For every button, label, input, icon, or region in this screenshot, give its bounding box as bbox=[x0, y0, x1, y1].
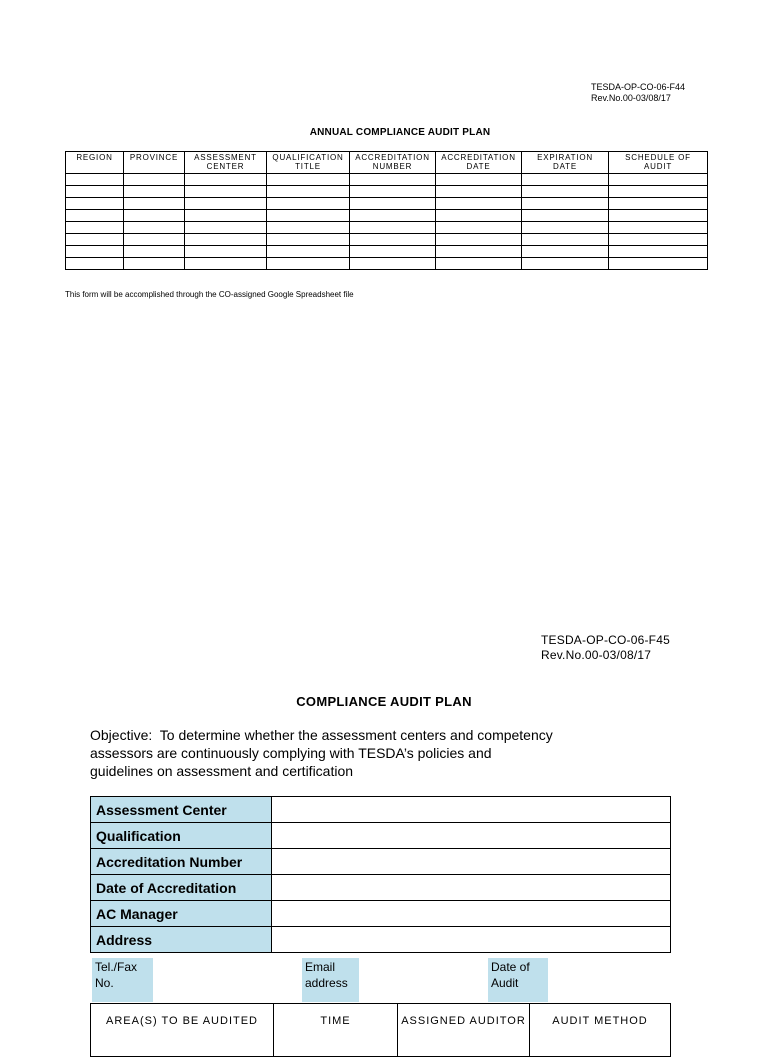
spreadsheet-note: This form will be accomplished through the CO-assigned Google Spreadsheet file bbox=[65, 290, 354, 299]
form-code: TESDA-OP-CO-06-F44 bbox=[591, 82, 686, 92]
tel-fax-label: Tel./Fax No. bbox=[92, 958, 153, 1002]
annual-audit-plan-title: ANNUAL COMPLIANCE AUDIT PLAN bbox=[309, 127, 491, 138]
table-cell[interactable] bbox=[350, 210, 436, 222]
info-label: Assessment Center bbox=[91, 797, 272, 823]
table-body bbox=[66, 174, 708, 270]
table-row bbox=[66, 174, 708, 186]
info-row bbox=[91, 849, 671, 875]
table-cell[interactable] bbox=[185, 222, 267, 234]
table-cell[interactable] bbox=[267, 234, 350, 246]
form-code-f44 bbox=[591, 82, 685, 104]
table-cell[interactable] bbox=[609, 234, 708, 246]
table-cell[interactable] bbox=[522, 246, 609, 258]
table-cell[interactable] bbox=[185, 246, 267, 258]
objective-line: guidelines on assessment and certification bbox=[90, 763, 354, 779]
table-row bbox=[66, 210, 708, 222]
table-cell[interactable] bbox=[350, 258, 436, 270]
table-cell[interactable] bbox=[436, 222, 522, 234]
table-cell[interactable] bbox=[436, 198, 522, 210]
info-value-field[interactable] bbox=[272, 875, 671, 901]
column-header: ASSESSMENT CENTER bbox=[185, 152, 267, 174]
table-row bbox=[66, 222, 708, 234]
objective-line: Objective: To determine whether the assessment centers and competency bbox=[90, 727, 553, 743]
table-cell[interactable] bbox=[522, 210, 609, 222]
column-header: QUALIFICATION TITLE bbox=[267, 152, 350, 174]
table-cell[interactable] bbox=[609, 210, 708, 222]
column-header: EXPIRATION DATE bbox=[522, 152, 609, 174]
date-of-audit-label: Date of Audit bbox=[488, 958, 548, 1002]
table-cell[interactable] bbox=[66, 198, 124, 210]
table-cell[interactable] bbox=[124, 186, 185, 198]
table-cell[interactable] bbox=[350, 186, 436, 198]
table-cell[interactable] bbox=[522, 186, 609, 198]
info-label: Accreditation Number bbox=[91, 849, 272, 875]
table-cell[interactable] bbox=[185, 174, 267, 186]
audit-schedule-table bbox=[90, 1003, 671, 1057]
table-cell[interactable] bbox=[66, 210, 124, 222]
revision-number: Rev.No.00-03/08/17 bbox=[541, 648, 652, 662]
table-cell[interactable] bbox=[267, 246, 350, 258]
table-cell[interactable] bbox=[350, 234, 436, 246]
column-header: ACCREDITATION NUMBER bbox=[350, 152, 436, 174]
info-row bbox=[91, 901, 671, 927]
annual-audit-plan-table bbox=[65, 151, 708, 270]
time-header: TIME bbox=[274, 1004, 398, 1057]
table-cell[interactable] bbox=[185, 234, 267, 246]
table-cell[interactable] bbox=[124, 174, 185, 186]
column-header: SCHEDULE OF AUDIT bbox=[609, 152, 708, 174]
column-header: ACCREDITATION DATE bbox=[436, 152, 522, 174]
info-label: AC Manager bbox=[91, 901, 272, 927]
objective-line: assessors are continuously complying with TESDA’s policies and bbox=[90, 745, 492, 761]
info-value-field[interactable] bbox=[272, 797, 671, 823]
table-cell[interactable] bbox=[124, 222, 185, 234]
info-value-field[interactable] bbox=[272, 823, 671, 849]
table-cell[interactable] bbox=[185, 258, 267, 270]
assigned-auditor-header: ASSIGNED AUDITOR bbox=[398, 1004, 530, 1057]
objective-text bbox=[90, 726, 650, 780]
info-row bbox=[91, 927, 671, 953]
table-cell[interactable] bbox=[609, 222, 708, 234]
table-row bbox=[66, 198, 708, 210]
areas-header: AREA(S) TO BE AUDITED bbox=[91, 1004, 274, 1057]
table-cell[interactable] bbox=[436, 174, 522, 186]
table-cell[interactable] bbox=[436, 234, 522, 246]
table-cell[interactable] bbox=[66, 246, 124, 258]
table-cell[interactable] bbox=[185, 210, 267, 222]
table-row bbox=[66, 186, 708, 198]
table-row bbox=[66, 258, 708, 270]
table-cell[interactable] bbox=[350, 246, 436, 258]
table-cell[interactable] bbox=[609, 198, 708, 210]
table-cell[interactable] bbox=[609, 186, 708, 198]
table-cell[interactable] bbox=[66, 222, 124, 234]
table-cell[interactable] bbox=[609, 246, 708, 258]
table-cell[interactable] bbox=[124, 198, 185, 210]
table-header-row bbox=[66, 152, 708, 174]
column-header: REGION bbox=[66, 152, 124, 174]
info-value-field[interactable] bbox=[272, 901, 671, 927]
table-cell[interactable] bbox=[350, 198, 436, 210]
table-cell[interactable] bbox=[267, 258, 350, 270]
info-label: Date of Accreditation bbox=[91, 875, 272, 901]
form-code: TESDA-OP-CO-06-F45 bbox=[541, 633, 670, 647]
table-header-row bbox=[91, 1004, 671, 1057]
table-cell[interactable] bbox=[267, 186, 350, 198]
table-cell[interactable] bbox=[124, 234, 185, 246]
table-cell[interactable] bbox=[436, 246, 522, 258]
table-cell[interactable] bbox=[267, 210, 350, 222]
table-cell[interactable] bbox=[66, 234, 124, 246]
table-cell[interactable] bbox=[609, 258, 708, 270]
info-row bbox=[91, 823, 671, 849]
table-cell[interactable] bbox=[436, 186, 522, 198]
table-cell[interactable] bbox=[436, 210, 522, 222]
info-value-field[interactable] bbox=[272, 927, 671, 953]
column-header: PROVINCE bbox=[124, 152, 185, 174]
table-row bbox=[66, 246, 708, 258]
info-label: Address bbox=[91, 927, 272, 953]
table-cell[interactable] bbox=[66, 258, 124, 270]
table-cell[interactable] bbox=[267, 198, 350, 210]
table-cell[interactable] bbox=[350, 174, 436, 186]
table-cell[interactable] bbox=[267, 174, 350, 186]
table-cell[interactable] bbox=[124, 246, 185, 258]
audit-method-header: AUDIT METHOD bbox=[530, 1004, 671, 1057]
table-cell[interactable] bbox=[609, 174, 708, 186]
table-cell[interactable] bbox=[522, 222, 609, 234]
table-cell[interactable] bbox=[522, 234, 609, 246]
form-code-f45 bbox=[541, 633, 670, 663]
email-label: Email address bbox=[302, 958, 359, 1002]
info-value-field[interactable] bbox=[272, 849, 671, 875]
table-cell[interactable] bbox=[522, 258, 609, 270]
table-cell[interactable] bbox=[522, 198, 609, 210]
table-cell[interactable] bbox=[436, 258, 522, 270]
table-cell[interactable] bbox=[66, 186, 124, 198]
table-cell[interactable] bbox=[124, 210, 185, 222]
table-cell[interactable] bbox=[350, 222, 436, 234]
revision-number: Rev.No.00-03/08/17 bbox=[591, 93, 671, 103]
table-cell[interactable] bbox=[267, 222, 350, 234]
table-cell[interactable] bbox=[124, 258, 185, 270]
table-row bbox=[66, 234, 708, 246]
table-cell[interactable] bbox=[185, 198, 267, 210]
info-row bbox=[91, 875, 671, 901]
compliance-audit-plan-title: COMPLIANCE AUDIT PLAN bbox=[296, 694, 472, 709]
info-row bbox=[91, 797, 671, 823]
table-cell[interactable] bbox=[66, 174, 124, 186]
info-label: Qualification bbox=[91, 823, 272, 849]
table-cell[interactable] bbox=[522, 174, 609, 186]
table-cell[interactable] bbox=[185, 186, 267, 198]
audit-info-table bbox=[90, 796, 671, 953]
